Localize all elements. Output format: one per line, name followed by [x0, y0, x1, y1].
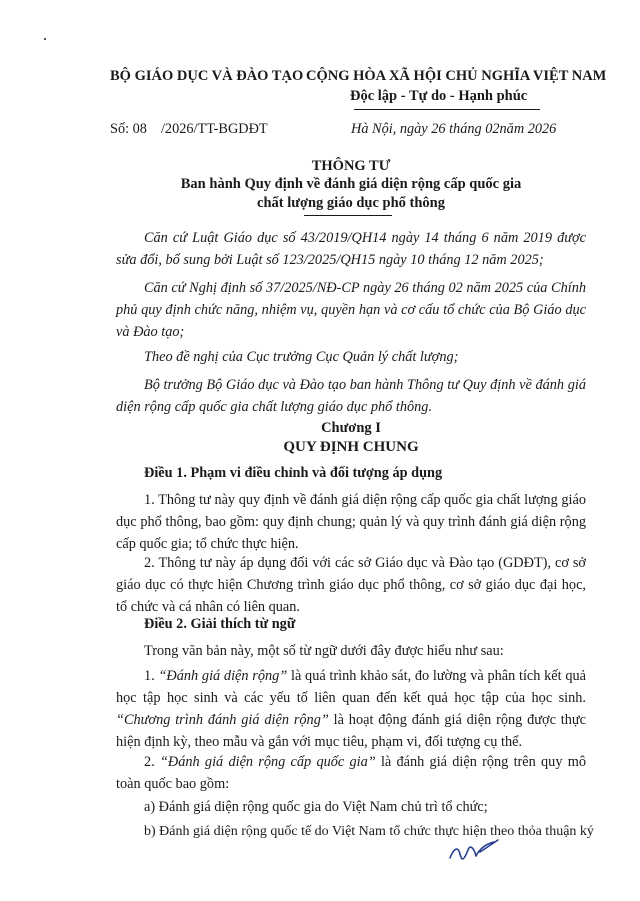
- clause-1-text-2: là hoạt động đánh giá diện rộng được thực hiện định kỳ, theo mẫu và gắn với mục tiêu, phạm vi, đối tượng cụ thể.: [116, 712, 586, 750]
- document-number: [110, 121, 268, 138]
- preamble-issuance: Bộ trưởng Bộ Giáo dục và Đào tạo ban hành Thông tư Quy định về đánh giá diện rộng cấp quốc gia chất lượng giáo dục phổ thông.: [116, 377, 586, 415]
- preamble-decree: Căn cứ Nghị định số 37/2025/NĐ-CP ngày 26 tháng 02 năm 2025 của Chính phủ quy định chức năng, nhiệm vụ, quyền hạn và cơ cấu tổ chức của Bộ Giáo dục và Đào tạo;: [116, 280, 586, 340]
- handwritten-initial-icon: [446, 838, 508, 868]
- clause-1-text: là quá trình khảo sát, đo lường và phân tích kết quả học tập học sinh và các yếu tố liên quan đến kết quả học tập của học sinh.: [116, 668, 587, 706]
- clause-2-text: là đánh giá diện rộng trên quy mô toàn quốc bao gồm:: [116, 754, 586, 792]
- article-2-clause-2: [116, 751, 586, 795]
- document-type: THÔNG TƯ: [311, 158, 391, 174]
- article-2-item-b: b) Đánh giá diện rộng quốc tế do Việt Nam tổ chức thực hiện theo thỏa thuận ký: [144, 824, 594, 839]
- article-1-clause-2: 2. Thông tư này áp dụng đối với các sở Giáo dục và Đào tạo (GDĐT), cơ sở giáo dục có thực hiện Chương trình giáo dục phổ thông, cơ sở giáo dục đại học, tổ chức và cá nhân có liên quan.: [116, 555, 586, 615]
- clause-2-number: 2.: [144, 754, 160, 770]
- place-date: Hà Nội, ngày 26 tháng 02năm 2026: [351, 121, 557, 137]
- preamble-law: Căn cứ Luật Giáo dục số 43/2019/QH14 ngày 14 tháng 6 năm 2019 được sửa đổi, bổ sung bởi Luật số 123/2025/QH15 ngày 10 tháng 12 năm 2025;: [116, 230, 586, 268]
- preamble-proposal: Theo đề nghị của Cục trưởng Cục Quản lý chất lượng;: [144, 349, 459, 365]
- article-2-intro: Trong văn bản này, một số từ ngữ dưới đây được hiểu như sau:: [144, 643, 504, 659]
- chapter-number: Chương I: [321, 420, 381, 436]
- subject-underline: [304, 215, 392, 216]
- article-1-clause-1: 1. Thông tư này quy định về đánh giá diện rộng cấp quốc gia chất lượng giáo dục phổ thông, bao gồm: quy định chung; quản lý và quy trình đánh giá diện rộng cấp quốc gia; tổ chức thực hiện.: [116, 492, 586, 552]
- article-2-heading: Điều 2. Giải thích từ ngữ: [144, 616, 296, 632]
- document-subject-line2: chất lượng giáo dục phổ thông: [257, 195, 445, 211]
- republic-name: CỘNG HÒA XÃ HỘI CHỦ NGHĨA VIỆT NAM: [306, 68, 607, 84]
- article-1-heading: Điều 1. Phạm vi điều chỉnh và đối tượng áp dụng: [144, 465, 443, 481]
- clause-1-term: “Đánh giá diện rộng”: [158, 668, 288, 684]
- ministry-name: BỘ GIÁO DỤC VÀ ĐÀO TẠO: [110, 68, 304, 84]
- clause-1-term-2: “Chương trình đánh giá diện rộng”: [116, 712, 329, 728]
- article-2-item-a: a) Đánh giá diện rộng quốc gia do Việt Nam chủ trì tổ chức;: [144, 799, 488, 815]
- motto-underline: [354, 109, 540, 110]
- article-2-clause-1: [116, 665, 586, 753]
- doc-number-label: Số: 08: [110, 121, 147, 137]
- document-subject-line1: Ban hành Quy định về đánh giá diện rộng cấp quốc gia: [180, 176, 522, 192]
- scan-dot: [44, 38, 46, 40]
- national-motto: Độc lập - Tự do - Hạnh phúc: [350, 88, 528, 104]
- chapter-title: QUY ĐỊNH CHUNG: [283, 439, 419, 455]
- clause-1-number: 1.: [144, 668, 159, 684]
- doc-number-suffix: /2026/TT-BGDĐT: [160, 121, 268, 137]
- clause-2-term: “Đánh giá diện rộng cấp quốc gia”: [159, 754, 376, 770]
